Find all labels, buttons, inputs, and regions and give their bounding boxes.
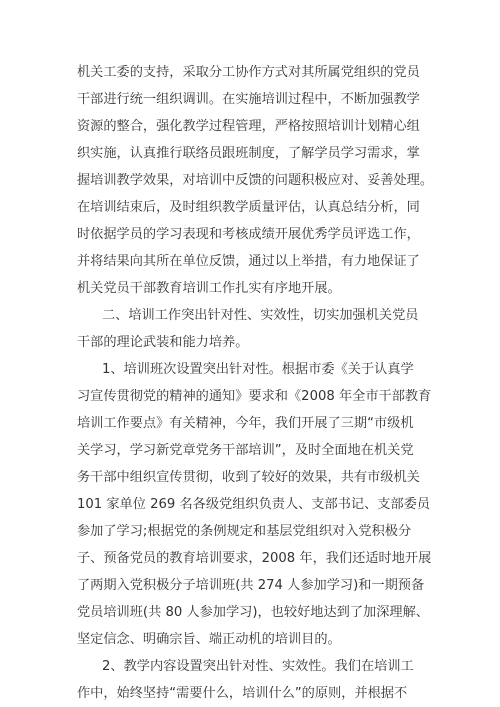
text-line: 在培训结束后，及时组织教学质量评估，认真总结分析，同: [77, 200, 420, 215]
text-line: 织实施，认真推行联络员跟班制度，了解学员学习需求，掌: [77, 146, 420, 161]
text-line: 关学习，学习新党章党务干部培训”，及时全面地在机关党: [77, 443, 414, 458]
text-line: 资源的整合，强化教学过程管理，严格按照培训计划精心组: [77, 119, 420, 134]
text-line: 干部进行统一组织调训。在实施培训过程中，不断加强教学: [77, 92, 420, 107]
text-line: 时依据学员的学习表现和考核成绩开展优秀学员评选工作，: [77, 227, 420, 242]
text-line: 坚定信念、明确宗旨、端正动机的培训目的。: [77, 632, 341, 647]
text-line: 机关党员干部教育培训工作扎实有序地开展。: [77, 281, 341, 296]
text-line: 并将结果向其所在单位反馈，通过以上举措，有力地保证了: [77, 254, 420, 269]
text-line: 了两期入党积极分子培训班(共 274 人参加学习)和一期预备: [77, 578, 425, 593]
text-line: 机关工委的支持，采取分工协作方式对其所属党组织的党员: [77, 65, 420, 80]
text-line: 作中，始终坚持“需要什么，培训什么”的原则，并根据不: [77, 686, 408, 701]
section-heading-line: 二、培训工作突出针对性、实效性，切实加强机关党员: [102, 308, 419, 323]
text-line: 党员培训班(共 80 人参加学习)，也较好地达到了加深理解、: [77, 605, 429, 620]
text-line: 握培训教学效果，对培训中反馈的问题积极应对、妥善处理。: [77, 173, 434, 188]
text-line: 务干部中组织宣传贯彻，收到了较好的效果，共有市级机关: [77, 470, 420, 485]
text-line: 培训工作要点》有关精神，今年，我们开展了三期“市级机: [77, 416, 414, 431]
text-line: 参加了学习;根据党的条例规定和基层党组织对入党积极分: [77, 524, 412, 539]
text-line: 习宣传贯彻党的精神的通知》要求和《2008 年全市干部教育: [77, 389, 432, 404]
text-line: 101 家单位 269 名各级党组织负责人、支部书记、支部委员: [77, 497, 431, 512]
text-line: 子、预备党员的教育培训要求，2008 年，我们还适时地开展: [77, 551, 432, 566]
subsection-heading-line: 2、教学内容设置突出针对性、实效性。我们在培训工: [102, 659, 414, 674]
section-heading-line: 干部的理论武装和能力培养。: [77, 335, 249, 350]
subsection-heading-line: 1、培训班次设置突出针对性。根据市委《关于认真学: [102, 362, 414, 377]
